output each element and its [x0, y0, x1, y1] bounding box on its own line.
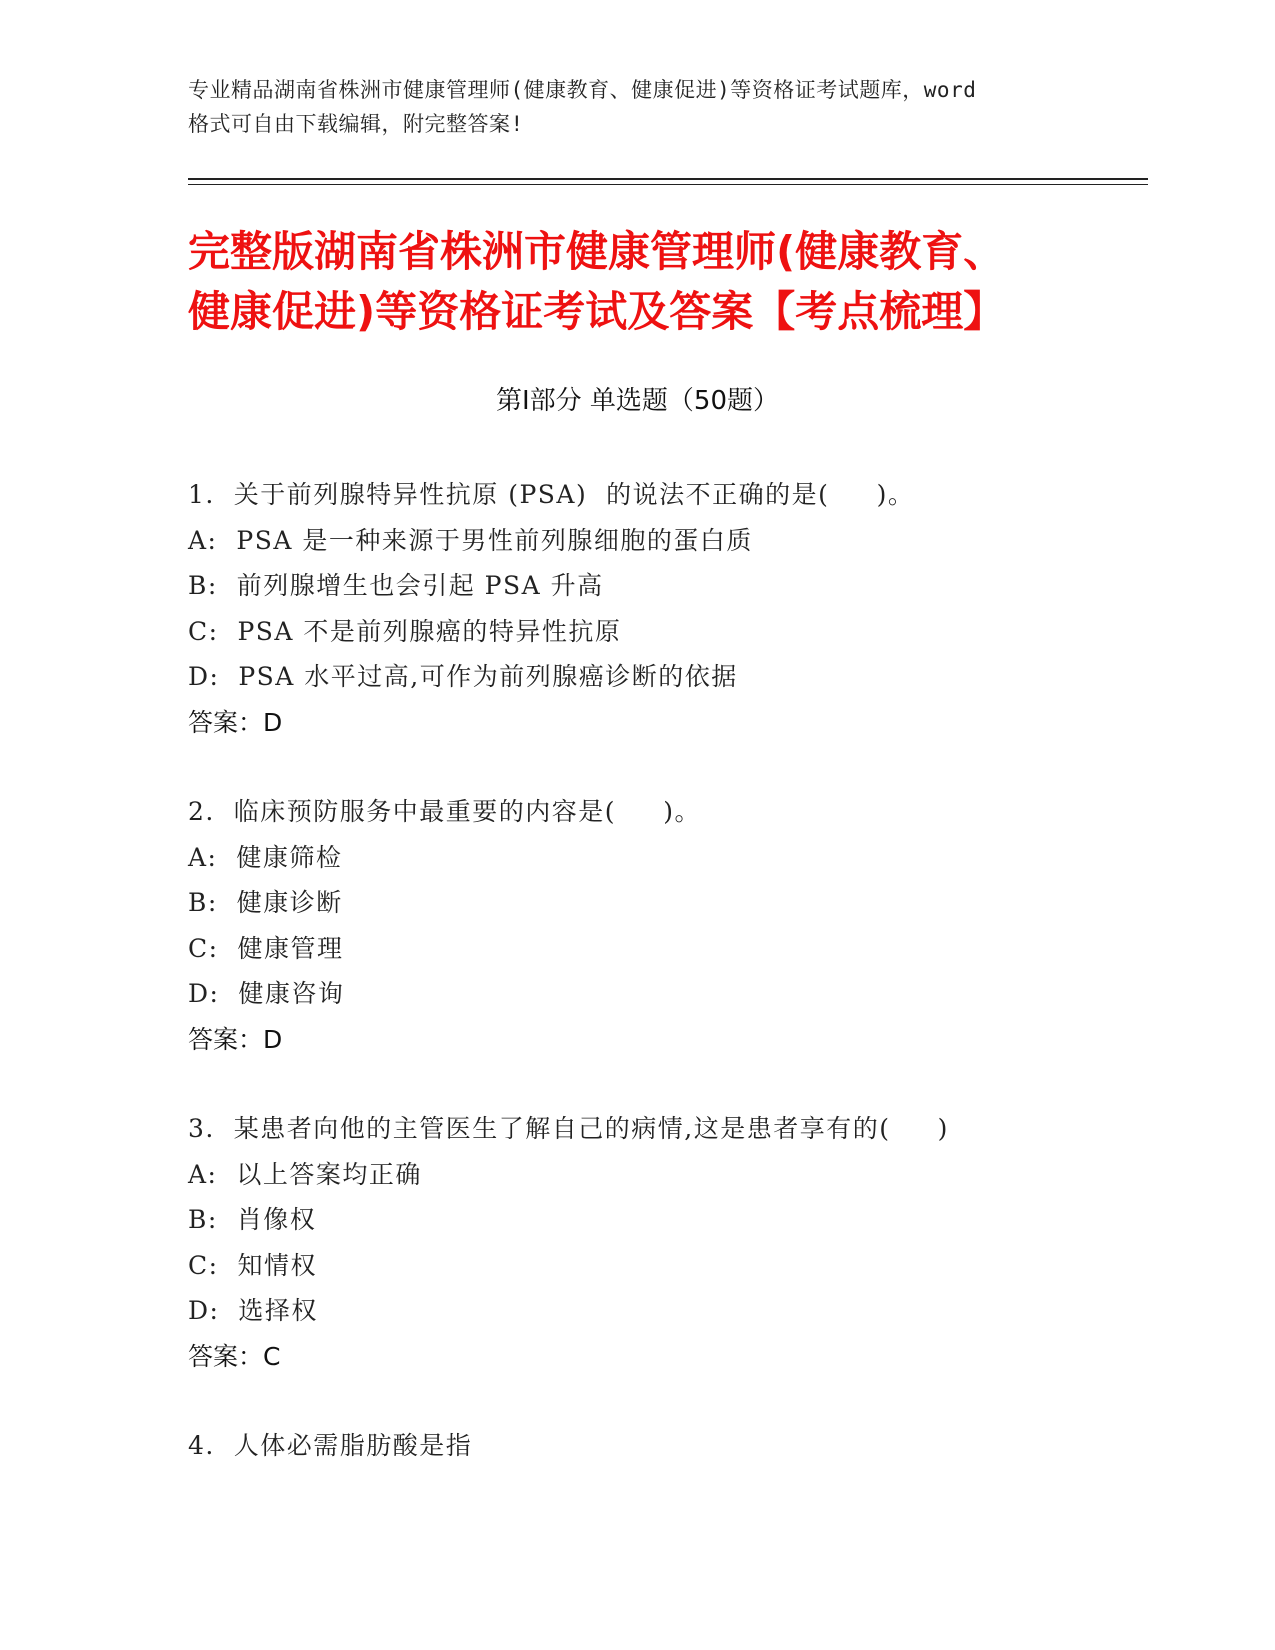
- question-1: [188, 472, 1148, 745]
- option-d: D: 健康咨询: [188, 979, 345, 1008]
- option-b: B: 前列腺增生也会引起 PSA 升高: [188, 571, 604, 600]
- option-b: B: 健康诊断: [188, 888, 343, 917]
- question-stem: 2. 临床预防服务中最重要的内容是( )。: [188, 797, 701, 826]
- question-3: [188, 1106, 1148, 1379]
- answer-label: 答案：D: [188, 707, 283, 737]
- question-4: [188, 1423, 1148, 1469]
- document-title: [188, 222, 1108, 342]
- header-divider-thin: [188, 184, 1148, 185]
- header-note-line-1: 专业精品湖南省株洲市健康管理师(健康教育、健康促进)等资格证考试题库，word: [188, 78, 977, 102]
- question-stem: 3. 某患者向他的主管医生了解自己的病情,这是患者享有的( ): [188, 1114, 949, 1143]
- option-d: D: PSA 水平过高,可作为前列腺癌诊断的依据: [188, 662, 738, 691]
- option-d: D: 选择权: [188, 1296, 318, 1325]
- question-2: [188, 789, 1148, 1062]
- question-stem: 4. 人体必需脂肪酸是指: [188, 1431, 473, 1460]
- option-c: C: 知情权: [188, 1250, 317, 1280]
- option-a: A: 健康筛检: [188, 842, 343, 872]
- option-a: A: 以上答案均正确: [188, 1159, 422, 1189]
- answer-label: 答案：D: [188, 1024, 283, 1054]
- question-stem: 1. 关于前列腺特异性抗原 (PSA) 的说法不正确的是( )。: [188, 480, 915, 509]
- option-b: B: 肖像权: [188, 1205, 317, 1234]
- option-c: C: PSA 不是前列腺癌的特异性抗原: [188, 616, 622, 646]
- option-a: A: PSA 是一种来源于男性前列腺细胞的蛋白质: [188, 525, 753, 555]
- header-note-line-2: 格式可自由下载编辑，附完整答案!: [188, 112, 524, 136]
- answer-label: 答案：C: [188, 1341, 281, 1371]
- header-note: [188, 73, 1088, 141]
- option-c: C: 健康管理: [188, 933, 344, 963]
- question-list: [188, 472, 1148, 1513]
- header-divider-thick: [188, 178, 1148, 180]
- section-title: 第Ⅰ部分 单选题（50题）: [495, 386, 780, 416]
- document-title-line-1: 完整版湖南省株洲市健康管理师(健康教育、: [188, 227, 1006, 276]
- document-title-line-2: 健康促进)等资格证考试及答案【考点梳理】: [188, 287, 1006, 336]
